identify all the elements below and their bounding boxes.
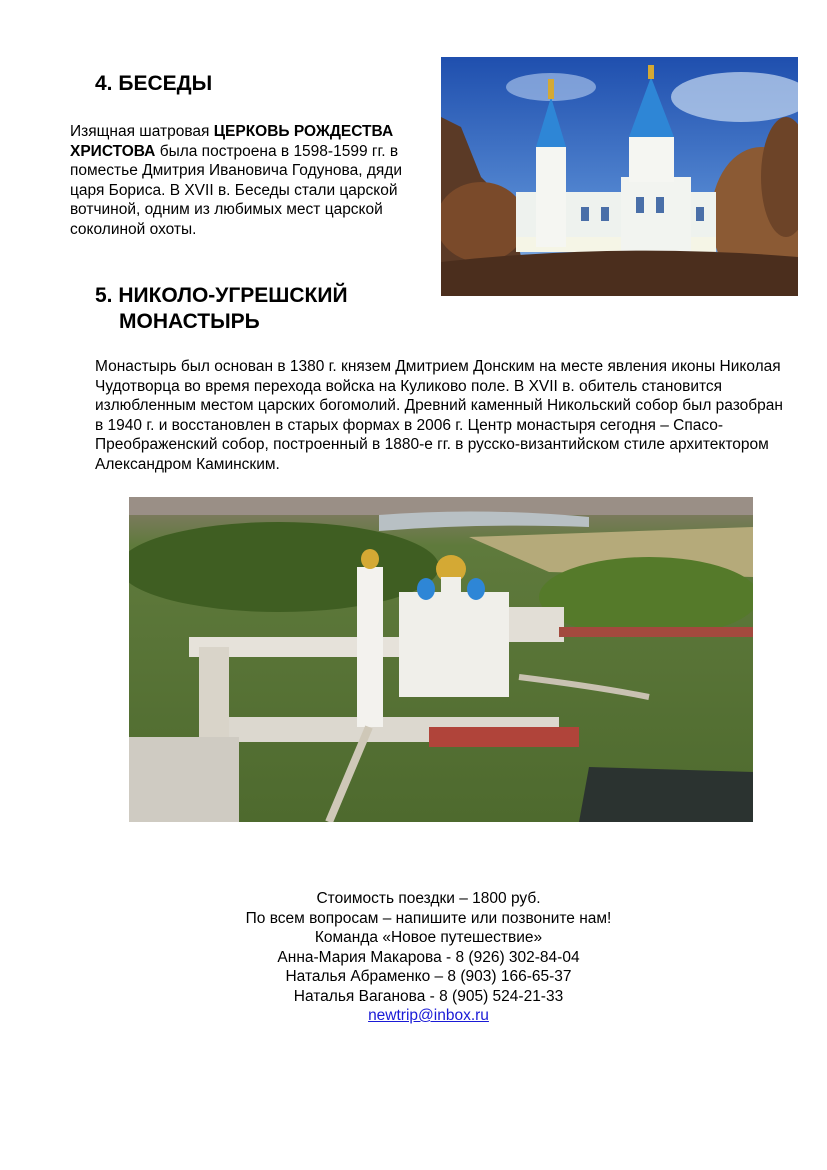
section-4-title: 4. БЕСЕДЫ (95, 72, 213, 95)
price: Стоимость поездки – 1800 руб. (316, 890, 541, 907)
section-5-title: 5. НИКОЛО-УГРЕШСКИЙ МОНАСТЫРЬ (95, 284, 348, 333)
team-name: Команда «Новое путешествие» (314, 929, 543, 946)
section-5-text: Монастырь был основан в 1380 г. князем Дмитрием Донским на месте явления иконы Николая Чудотворца во время перехода войска на Куликово поле. В XVII в. обитель становится излюбленным местом царских богомолий. Древний каменный Никольский собор был разобран в 1940 г. и восстановлен в старых формах в 2006 г. Центр монастыря сегодня – Спасо-Преображенский собор, построенный в 1880-е гг. в русско-византийском стиле архитектором Александром Каминским. (95, 358, 783, 473)
contact-prompt: По всем вопросам – напишите или позвоните нам! (245, 909, 612, 927)
contact-3: Наталья Ваганова - 8 (905) 524-21-33 (293, 987, 564, 1005)
contact-footer (0, 889, 827, 1026)
church-name: ЦЕРКОВЬ РОЖДЕСТВА ХРИСТОВА (70, 123, 394, 160)
section-4-text: Изящная шатровая ЦЕРКОВЬ РОЖДЕСТВА ХРИСТОВА была построена в 1598-1599 гг. в поместье Дмитрия Ивановича Годунова, дяди царя Бориса. В XVII в. Беседы стали царской вотчиной, одним из любимых мест царской соколиной охоты. (70, 123, 402, 238)
contact-1: Анна-Мария Макарова - 8 (926) 302-84-04 (277, 948, 580, 966)
monastery-aerial-photo (129, 497, 753, 822)
contact-2: Наталья Абраменко – 8 (903) 166-65-37 (285, 968, 572, 985)
church-photo (441, 57, 798, 296)
email-link[interactable]: newtrip@inbox.ru (368, 1007, 489, 1024)
